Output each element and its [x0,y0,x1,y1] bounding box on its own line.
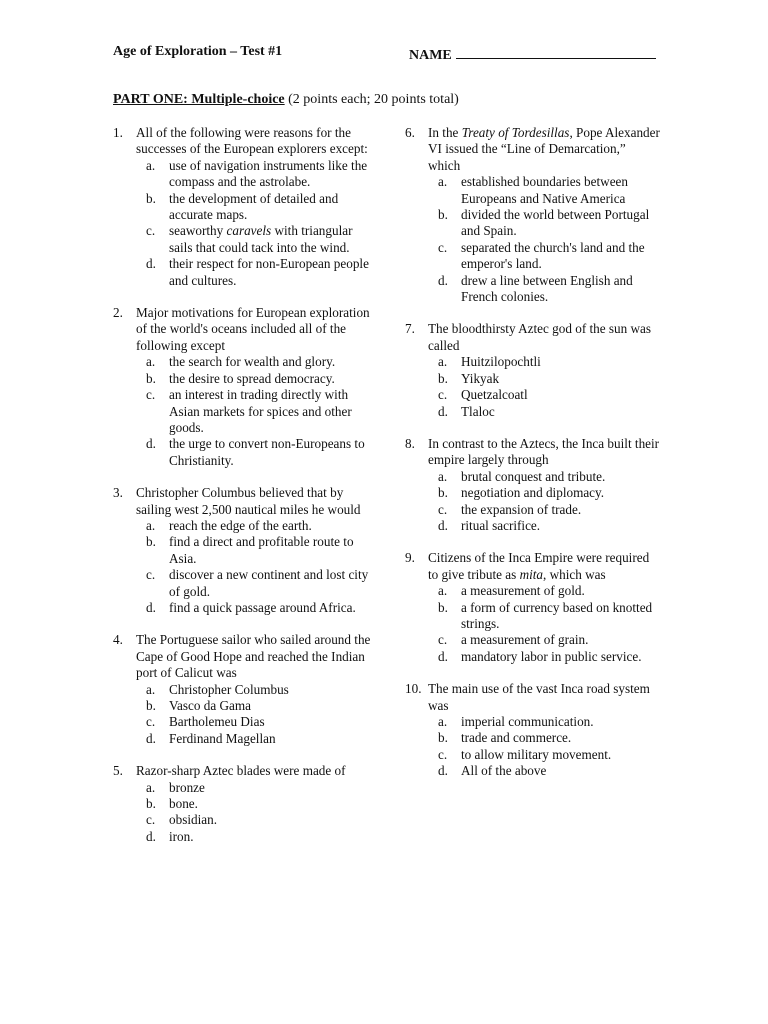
choice-b[interactable] [136,796,375,812]
question-stem [428,125,660,174]
name-label: NAME [409,48,452,63]
question-number: 9. [405,550,415,566]
choice-b[interactable] [428,485,660,501]
question-9 [405,550,660,665]
choice-list [428,174,660,305]
question-number: 4. [113,632,123,648]
choice-letter: c. [438,387,448,403]
choice-a[interactable] [428,714,660,730]
choice-letter: a. [438,468,448,484]
choice-d[interactable] [136,731,375,747]
choice-letter: c. [146,812,156,828]
choice-c[interactable] [136,223,375,256]
choice-list [136,518,375,616]
choice-letter: d. [438,403,448,419]
choice-letter: d. [438,272,448,288]
question-1 [113,125,375,289]
part-one-note: (2 points each; 20 points total) [288,92,459,107]
question-number: 7. [405,321,415,337]
choice-d[interactable] [428,273,660,306]
choice-text: drew a line between English and French colonies. [461,272,633,305]
choice-text: separated the church's land and the emperor's land. [461,239,645,272]
name-field [409,44,656,64]
question-8 [405,436,660,534]
choice-text: discover a new continent and lost city of gold. [169,567,369,599]
choice-d[interactable] [136,829,375,845]
question-4 [113,632,375,747]
choice-text: the desire to spread democracy. [169,370,335,386]
choice-letter: b. [438,599,448,615]
choice-text: Christopher Columbus [169,681,289,697]
choice-letter: b. [438,485,448,501]
choice-a[interactable] [136,354,375,370]
choice-c[interactable] [136,387,375,436]
choice-text: use of navigation instruments like the compass and the astrolabe. [169,157,368,190]
name-blank-line[interactable] [456,44,656,59]
question-stem: The main use of the vast Inca road system was [428,681,650,713]
choice-text: Ferdinand Magellan [169,730,276,746]
question-number: 2. [113,305,123,321]
question-7 [405,321,660,419]
choice-text: to allow military movement. [461,746,612,762]
choice-d[interactable] [428,763,660,779]
choice-text: bronze [169,779,205,795]
choice-d[interactable] [428,649,660,665]
choice-b[interactable] [428,600,660,633]
question-2 [113,305,375,469]
choice-letter: a. [146,354,156,370]
choice-b[interactable] [428,207,660,240]
choice-c[interactable] [136,714,375,730]
question-stem: Razor-sharp Aztec blades were made of [136,763,346,779]
choice-a[interactable] [428,174,660,207]
test-title: Age of Exploration – Test #1 [113,44,283,59]
choice-letter: c. [438,501,448,517]
choice-letter: a. [146,517,156,533]
question-10 [405,681,660,779]
stem-text-italic: mita [519,566,544,582]
choice-text: negotiation and diplomacy. [461,485,605,501]
question-number: 3. [113,485,123,501]
choice-letter: c. [146,567,156,583]
choice-list [428,469,660,535]
choice-text: with triangular sails that could tack into the wind. [169,223,353,255]
choice-a[interactable] [428,583,660,599]
part-one-label: PART ONE: Multiple-choice [113,92,285,107]
question-stem: The bloodthirsty Aztec god of the sun was called [428,321,652,353]
choice-letter: a. [438,583,448,599]
right-column [405,125,660,780]
choice-c[interactable] [136,812,375,828]
choice-text: find a quick passage around Africa. [169,599,356,615]
choice-c[interactable] [136,567,375,600]
choice-b[interactable] [136,371,375,387]
question-stem: Major motivations for European exploration of the world's oceans included all of the following except [136,305,370,353]
left-column [113,125,375,845]
choice-list [136,780,375,846]
choice-text: a form of currency based on knotted strings. [461,599,653,631]
choice-text: reach the edge of the earth. [169,517,312,533]
choice-letter: c. [146,714,156,730]
choice-list [428,583,660,665]
choice-text: find a direct and profitable route to Asia. [169,534,354,566]
choice-text: obsidian. [169,812,217,828]
choice-b[interactable] [136,191,375,224]
choice-text: Bartholemeu Dias [169,714,265,730]
choice-text: an interest in trading directly with Asian markets for spices and other goods. [169,387,352,435]
choice-letter: b. [146,698,156,713]
choice-text: bone. [169,796,198,812]
choice-text: divided the world between Portugal and Spain. [461,207,650,239]
choice-text: the expansion of trade. [461,501,582,517]
choice-letter: c. [438,746,448,762]
choice-text: Vasco da Gama [169,698,252,713]
choice-a[interactable] [136,682,375,698]
choice-letter: d. [438,763,448,779]
choice-letter: a. [438,174,448,190]
choice-d[interactable] [136,436,375,469]
question-number: 6. [405,125,415,140]
choice-d[interactable] [136,600,375,616]
stem-text: Citizens of the Inca Empire were required to give tribute as [428,550,650,582]
question-stem: The Portuguese sailor who sailed around the Cape of Good Hope and reached the Indian port of Calicut was [136,632,371,681]
choice-letter: b. [146,534,156,550]
question-number: 10. [405,681,422,697]
question-number: 8. [405,435,415,451]
choice-c[interactable] [428,240,660,273]
choice-text: a measurement of grain. [461,632,589,648]
choice-text: All of the above [461,763,547,779]
choice-text: established boundaries between Europeans and Native America [461,174,628,206]
choice-text-italic: caravels [226,223,272,239]
choice-letter: d. [146,436,156,452]
choice-letter: a. [146,157,156,173]
choice-list [136,682,375,748]
question-6 [405,125,660,305]
choice-letter: c. [438,632,448,648]
choice-letter: a. [438,354,448,370]
choice-text: ritual sacrifice. [461,517,541,533]
choice-text: Quetzalcoatl [461,387,528,403]
choice-c[interactable] [428,632,660,648]
choice-text: Tlaloc [461,403,495,419]
question-5 [113,763,375,845]
choice-b[interactable] [428,371,660,387]
choice-letter: d. [146,828,156,844]
choice-text: their respect for non-European people and cultures. [169,256,369,288]
choice-letter: c. [146,387,156,403]
choice-letter: b. [146,370,156,386]
choice-letter: b. [438,207,448,223]
choice-text: a measurement of gold. [461,583,585,599]
choice-b[interactable] [428,730,660,746]
choice-text: mandatory labor in public service. [461,648,642,664]
choice-a[interactable] [136,158,375,191]
question-3 [113,485,375,616]
choice-text: the urge to convert non-Europeans to Christianity. [169,436,365,468]
choice-text: brutal conquest and tribute. [461,468,606,484]
choice-letter: b. [438,730,448,746]
choice-a[interactable] [428,354,660,370]
question-stem: Christopher Columbus believed that by sailing west 2,500 nautical miles he would [136,485,361,517]
choice-c[interactable] [428,747,660,763]
choice-d[interactable] [428,404,660,420]
choice-list [428,714,660,780]
choice-text: the search for wealth and glory. [169,354,336,370]
choice-list [428,354,660,420]
choice-text: the development of detailed and accurate maps. [169,190,339,223]
choice-letter: c. [438,239,448,255]
stem-text: In the [428,125,462,140]
stem-text: , which was [543,566,606,582]
stem-text: , Pope Alexander VI issued the “Line of Demarcation,” which [428,125,660,173]
choice-letter: d. [146,256,156,272]
choice-a[interactable] [136,518,375,534]
choice-letter: c. [146,223,156,239]
choice-b[interactable] [136,698,375,714]
choice-text: seaworthy [169,223,227,239]
choice-letter: d. [146,730,156,746]
question-number: 5. [113,763,123,779]
choice-list [136,354,375,469]
question-number: 1. [113,125,123,140]
choice-c[interactable] [428,387,660,403]
choice-letter: b. [146,796,156,812]
choice-text: Huitzilopochtli [461,354,541,370]
choice-letter: b. [438,370,448,386]
choice-text: imperial communication. [461,714,594,729]
choice-letter: a. [438,714,448,729]
choice-a[interactable] [428,469,660,485]
choice-text: iron. [169,828,194,844]
choice-letter: d. [438,648,448,664]
choice-letter: a. [146,779,156,795]
choice-d[interactable] [136,256,375,289]
choice-text: Yikyak [461,370,500,386]
choice-d[interactable] [428,518,660,534]
choice-c[interactable] [428,502,660,518]
question-stem: In contrast to the Aztecs, the Inca built their empire largely through [428,435,660,468]
choice-text: trade and commerce. [461,730,572,746]
choice-letter: d. [146,599,156,615]
choice-letter: d. [438,517,448,533]
question-stem: All of the following were reasons for the successes of the European explorers except: [136,125,368,157]
stem-text-italic: Treaty of Tordesillas [461,125,570,140]
choice-letter: b. [146,190,156,206]
part-one-heading [113,92,459,108]
question-stem [428,550,660,583]
choice-b[interactable] [136,534,375,567]
choice-a[interactable] [136,780,375,796]
choice-list [136,158,375,289]
choice-letter: a. [146,681,156,697]
